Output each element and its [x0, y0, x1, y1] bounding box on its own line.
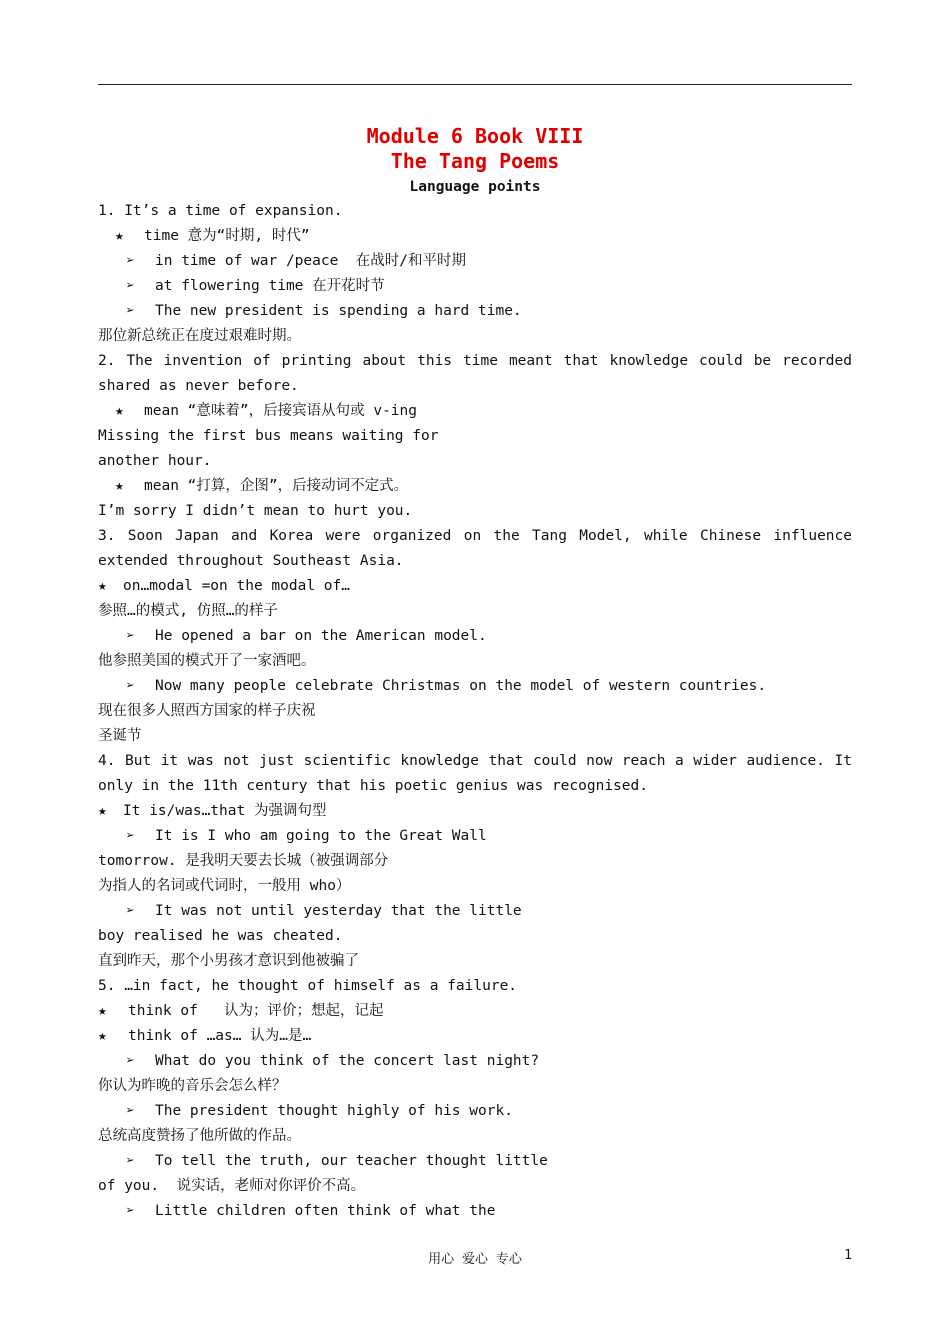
page-footer	[98, 1248, 852, 1268]
star-icon: ★	[98, 1028, 107, 1044]
translation-line: 为指人的名词或代词时，一般用 who）	[98, 878, 351, 894]
arrow-bullet-icon: ➢	[126, 1103, 135, 1119]
page-number: 1	[844, 1248, 852, 1263]
translation-line: 总统高度赞扬了他所做的作品。	[98, 1128, 301, 1144]
star-icon: ★	[98, 578, 107, 594]
translation-line: 那位新总统正在度过艰难时期。	[98, 328, 301, 344]
point-3-heading-cont: extended throughout Southeast Asia.	[98, 553, 404, 569]
example-line: ➢ It is I who am going to the Great Wall	[98, 824, 852, 849]
example-line: ➢ The new president is spending a hard time.	[98, 299, 852, 324]
star-icon: ★	[98, 1003, 107, 1019]
example-line: ➢ Now many people celebrate Christmas on the model of western countries.	[98, 674, 852, 699]
example-line: ➢ It was not until yesterday that the little	[98, 899, 852, 924]
point-2-heading: 2. The invention of printing about this time meant that knowledge could be recorded	[98, 353, 852, 369]
note-line: ★ mean “打算，企图”，后接动词不定式。	[98, 474, 852, 499]
note-line: ★ mean “意味着”，后接宾语从句或 v-ing	[98, 399, 852, 424]
arrow-bullet-icon: ➢	[126, 1053, 135, 1069]
point-2-heading-cont: shared as never before.	[98, 378, 299, 394]
arrow-bullet-icon: ➢	[126, 1153, 135, 1169]
translation-line: 圣诞节	[98, 728, 142, 744]
point-3-heading: 3. Soon Japan and Korea were organized on the Tang Model, while Chinese influence	[98, 528, 852, 544]
note-line: ★ It is/was…that 为强调句型	[98, 799, 852, 824]
point-1-heading: 1. It’s a time of expansion.	[98, 203, 343, 219]
example-line: another hour.	[98, 453, 212, 469]
arrow-bullet-icon: ➢	[126, 678, 135, 694]
translation-line: 参照…的模式, 仿照…的样子	[98, 603, 278, 619]
note-line: ★ time 意为“时期, 时代”	[98, 224, 852, 249]
document-body	[98, 199, 852, 1224]
star-icon: ★	[98, 803, 107, 819]
example-line: ➢ What do you think of the concert last night?	[98, 1049, 852, 1074]
example-line: ➢ He opened a bar on the American model.	[98, 624, 852, 649]
example-line: tomorrow. 是我明天要去长城（被强调部分	[98, 853, 389, 869]
example-line: ➢ To tell the truth, our teacher thought little	[98, 1149, 852, 1174]
note-line: ★ think of …as… 认为…是…	[98, 1024, 852, 1049]
example-line: ➢ The president thought highly of his work.	[98, 1099, 852, 1124]
section-heading: Language points	[409, 179, 541, 195]
star-icon: ★	[115, 478, 124, 494]
point-4-heading: 4. But it was not just scientific knowledge that could now reach a wider audience. It	[98, 753, 852, 769]
star-icon: ★	[115, 228, 124, 244]
arrow-bullet-icon: ➢	[126, 828, 135, 844]
translation-line: 你认为昨晚的音乐会怎么样？	[98, 1078, 287, 1094]
example-line: ➢ at flowering time 在开花时节	[98, 274, 852, 299]
document-subtitle: The Tang Poems	[390, 149, 560, 173]
translation-line: 他参照美国的模式开了一家酒吧。	[98, 653, 316, 669]
translation-line: 现在很多人照西方国家的样子庆祝	[98, 703, 316, 719]
footer-motto: 用心 爱心 专心	[428, 1252, 522, 1267]
arrow-bullet-icon: ➢	[126, 278, 135, 294]
example-line: Missing the first bus means waiting for	[98, 428, 439, 444]
arrow-bullet-icon: ➢	[126, 1203, 135, 1219]
arrow-bullet-icon: ➢	[126, 253, 135, 269]
note-line: ★ think of 认为；评价；想起，记起	[98, 999, 852, 1024]
example-line: ➢ Little children often think of what the	[98, 1199, 852, 1224]
example-line: I’m sorry I didn’t mean to hurt you.	[98, 503, 413, 519]
note-line: ★ on…modal =on the modal of…	[98, 574, 852, 599]
example-line: boy realised he was cheated.	[98, 928, 343, 944]
point-4-heading-cont: only in the 11th century that his poetic genius was recognised.	[98, 778, 648, 794]
arrow-bullet-icon: ➢	[126, 303, 135, 319]
arrow-bullet-icon: ➢	[126, 628, 135, 644]
translation-line: 直到昨天，那个小男孩才意识到他被骗了	[98, 953, 359, 969]
document-title: Module 6 Book VIII	[366, 124, 584, 148]
star-icon: ★	[115, 403, 124, 419]
point-5-heading: 5. …in fact, he thought of himself as a failure.	[98, 978, 518, 994]
example-line: ➢ in time of war /peace 在战时/和平时期	[98, 249, 852, 274]
example-line: of you. 说实话，老师对你评价不高。	[98, 1178, 366, 1194]
arrow-bullet-icon: ➢	[126, 903, 135, 919]
header-rule	[98, 84, 852, 85]
